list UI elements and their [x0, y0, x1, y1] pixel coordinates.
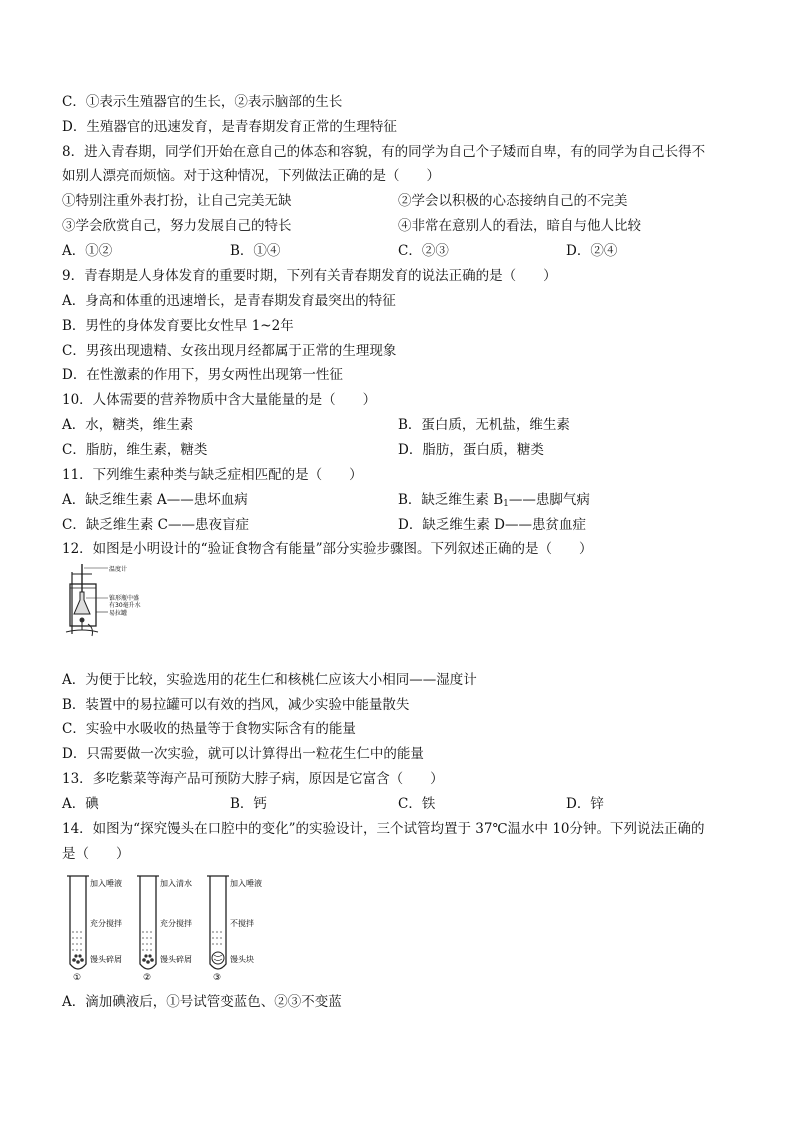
q10-option-a: A．水，糖类，维生素 — [62, 417, 194, 433]
q14-option-a: A．滴加碘液后，①号试管变蓝色、②③不变蓝 — [62, 994, 342, 1010]
q13-option-d: D．锌 — [566, 796, 604, 812]
q13-option-b: B．钙 — [230, 796, 267, 812]
prev-option-d: D．生殖器官的迅速发育，是青春期发育正常的生理特征 — [62, 119, 397, 135]
q8-statement-3: ③学会欣赏自己，努力发展自己的特长 — [62, 218, 292, 234]
tube3-label-mid: 不搅拌 — [230, 919, 254, 928]
q10-option-c: C．脂肪，维生素，糖类 — [62, 442, 208, 458]
q8-option-b: B．①④ — [230, 243, 281, 259]
q8-statement-2: ②学会以积极的心态接纳自己的不完美 — [398, 193, 628, 209]
tube2-label-top: 加入清水 — [160, 879, 192, 888]
q11-option-b-text: B．缺乏维生素 B — [398, 492, 504, 508]
q12-option-a: A．为便于比较，实验选用的花生仁和核桃仁应该大小相同——湿度计 — [62, 672, 477, 688]
q9-option-a: A．身高和体重的迅速增长，是青春期发育最突出的特征 — [62, 293, 396, 309]
q10-stem: 10．人体需要的营养物质中含大量能量的是（ ） — [62, 392, 377, 408]
q8-option-d: D．②④ — [566, 243, 618, 259]
q10-option-b: B．蛋白质，无机盐，维生素 — [398, 417, 570, 433]
q11-option-b-subscript: 1 — [503, 499, 509, 509]
tube1-number: ① — [73, 973, 82, 982]
prev-option-c: C．①表示生殖器官的生长，②表示脑部的生长 — [62, 94, 343, 110]
tube1-label-bot: 馒头碎屑 — [90, 955, 122, 964]
tube3-number: ③ — [213, 973, 222, 982]
q11-stem: 11．下列维生素种类与缺乏症相匹配的是（ ） — [62, 467, 363, 483]
test-tube-3 — [207, 876, 262, 982]
tube1-label-mid: 充分搅拌 — [90, 919, 122, 928]
tube2-label-mid: 充分搅拌 — [160, 919, 192, 928]
tube3-label-bot: 馒头块 — [230, 955, 254, 964]
q12-option-d: D．只需要做一次实验，就可以计算得出一粒花生仁中的能量 — [62, 746, 424, 762]
tube3-label-top: 加入唾液 — [230, 879, 262, 888]
q8-option-c: C．②③ — [398, 243, 449, 259]
q13-option-c: C．铁 — [398, 796, 436, 812]
q8-stem-line2: 如别人漂亮而烦恼。对于这种情况，下列做法正确的是（ ） — [62, 168, 440, 184]
q9-option-d: D．在性激素的作用下，男女两性出现第一性征 — [62, 367, 343, 383]
label-thermometer: 温度计 — [109, 566, 128, 573]
q11-option-b-disease: ——患脚气病 — [508, 492, 590, 508]
q14-test-tubes-figure — [62, 870, 282, 982]
q13-option-a: A．碘 — [62, 796, 99, 812]
q14-stem-line1: 14．如图为“探究馒头在口腔中的变化”的实验设计，三个试管均置于 37℃温水中 10分钟。下列说法正确的 — [62, 821, 705, 837]
q9-option-c: C．男孩出现遗精、女孩出现月经都属于正常的生理现象 — [62, 343, 397, 359]
q9-option-b: B．男性的身体发育要比女性早 1~2年 — [62, 318, 294, 334]
tube2-number: ② — [143, 973, 152, 982]
q11-option-b — [398, 492, 590, 512]
q8-stem-line1: 8．进入青春期，同学们开始在意自己的体态和容貌，有的同学为自己个子矮而自卑，有的同学为自己长得不 — [62, 144, 706, 160]
label-can: 易拉罐 — [109, 610, 128, 617]
q8-option-a: A．①② — [62, 243, 113, 259]
q11-option-a: A．缺乏维生素 A——患坏血病 — [62, 492, 248, 508]
q11-option-c: C．缺乏维生素 C——患夜盲症 — [62, 517, 249, 533]
label-flask-line2: 有30毫升水 — [109, 602, 141, 609]
q9-stem: 9．青春期是人身体发育的重要时期，下列有关青春期发育的说法正确的是（ ） — [62, 268, 557, 284]
test-tube-1 — [67, 876, 122, 982]
tube2-label-bot: 馒头碎屑 — [160, 955, 192, 964]
q8-statement-4: ④非常在意别人的看法，暗自与他人比较 — [398, 218, 641, 234]
q8-statement-1: ①特别注重外表打扮，让自己完美无缺 — [62, 193, 292, 209]
food-sample — [80, 618, 85, 623]
q13-stem: 13．多吃紫菜等海产品可预防大脖子病，原因是它富含（ ） — [62, 771, 444, 787]
tube1-label-top: 加入唾液 — [90, 879, 122, 888]
q12-apparatus-figure — [62, 562, 152, 640]
q12-option-b: B．装置中的易拉罐可以有效的挡风，减少实验中能量散失 — [62, 697, 410, 713]
q11-option-d: D．缺乏维生素 D——患贫血症 — [398, 517, 586, 533]
q12-option-c: C．实验中水吸收的热量等于食物实际含有的能量 — [62, 721, 356, 737]
flask-shape — [74, 592, 90, 614]
label-flask-line1: 锥形瓶中盛 — [109, 595, 140, 602]
q10-option-d: D．脂肪，蛋白质，糖类 — [398, 442, 544, 458]
q12-stem: 12．如图是小明设计的“验证食物含有能量”部分实验步骤图。下列叙述正确的是（ ） — [62, 541, 593, 557]
base — [66, 630, 98, 632]
test-tube-2 — [137, 876, 192, 982]
q14-stem-line2: 是（ ） — [62, 846, 130, 862]
